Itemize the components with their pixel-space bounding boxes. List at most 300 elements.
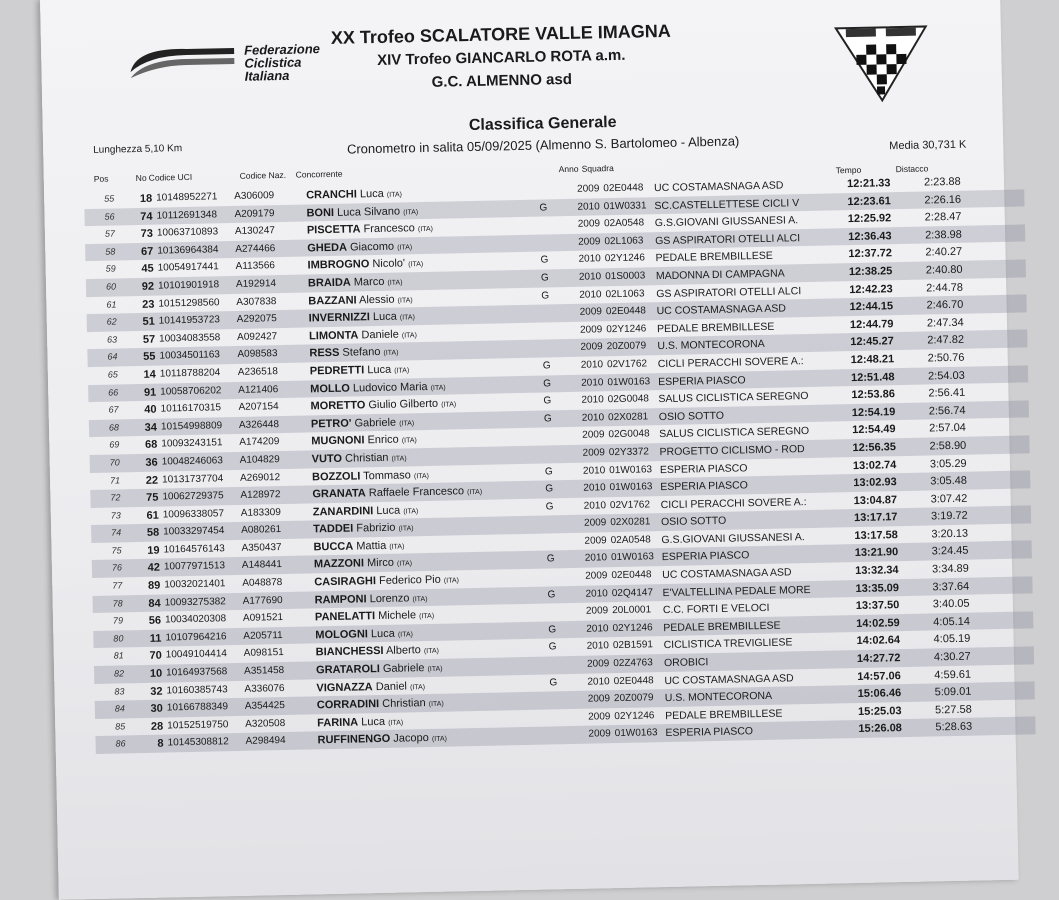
birth-year: 2010 (583, 499, 607, 512)
bib-number-cell: 14 (143, 368, 156, 381)
bib-number-cell: 11 (149, 632, 162, 645)
gap-cell: 3:34.89 (931, 562, 969, 576)
team-code: 02E0448 (603, 182, 644, 195)
rider-nationality: (ITA) (397, 296, 413, 305)
birth-year: 2010 (578, 271, 602, 283)
time-cell: 12:54.49 (852, 423, 896, 437)
rider-nationality: (ITA) (403, 507, 419, 516)
bib-number-cell: 75 (146, 491, 159, 504)
national-code-cell: A274466 (235, 242, 276, 255)
team-name-cell: U.S. MONTECORONA (664, 690, 773, 705)
time-cell: 14:02.59 (856, 616, 900, 630)
rider-name-cell (314, 573, 459, 588)
gap-cell: 4:59.61 (934, 668, 972, 682)
national-code-cell: A269012 (239, 471, 281, 484)
rider-last-name: BIANCHESSI (315, 645, 384, 659)
national-code-cell: A148441 (241, 559, 283, 572)
position-cell: 76 (111, 562, 123, 574)
birth-year: 2009 (585, 605, 609, 617)
bib-number-cell: 61 (146, 509, 159, 522)
team-name-cell: G.S.GIOVANI GIUSSANESI A. (661, 530, 805, 546)
uci-code-cell: 10096338057 (162, 507, 225, 521)
bib-number-cell: 92 (141, 280, 155, 293)
year-team-code-cell (580, 306, 647, 318)
national-code-cell: A048878 (242, 577, 283, 589)
uci-code-cell: 10032021401 (164, 578, 226, 591)
team-code: 02X0281 (608, 411, 649, 423)
uci-code-cell: 10093243151 (161, 437, 223, 450)
team-name-cell: CICLI PERACCHI SOVERE A.: (657, 355, 804, 371)
gap-cell: 2:47.82 (927, 334, 965, 347)
national-code-cell: A351458 (243, 665, 285, 677)
time-cell: 12:53.86 (851, 388, 896, 402)
rider-last-name: INVERNIZZI (308, 311, 370, 325)
rider-last-name: BOZZOLI (311, 469, 361, 483)
rider-last-name: MOLOGNI (315, 628, 369, 642)
national-code-cell: A336076 (244, 682, 285, 695)
national-code-cell: A121406 (238, 383, 279, 396)
classification-title: Classifica Generale (468, 113, 617, 135)
national-code-cell: A207154 (238, 401, 279, 414)
time-cell: 12:38.25 (848, 265, 893, 279)
position-cell: 64 (107, 351, 118, 363)
gap-cell: 3:24.45 (931, 545, 969, 558)
rider-first-name: Giulio Gilberto (368, 397, 439, 412)
rider-name-cell (313, 522, 414, 536)
bib-number-cell: 34 (144, 421, 158, 434)
position-cell: 73 (110, 510, 121, 521)
bib-number-cell: 74 (140, 210, 153, 223)
bib-number-cell: 68 (144, 438, 158, 452)
rider-first-name: Fabrizio (356, 521, 396, 535)
col-anno: Anno (558, 163, 579, 175)
national-code-cell: A174209 (239, 436, 280, 449)
year-team-code-cell (581, 358, 648, 370)
birth-year: 2010 (583, 482, 606, 494)
team-code: 01W0163 (609, 463, 653, 476)
position-cell: 81 (113, 650, 124, 662)
time-cell: 15:25.03 (857, 704, 902, 718)
time-cell: 13:32.34 (855, 564, 899, 578)
team-name-cell: SC.CASTELLETTESE CICLI V (654, 196, 800, 212)
time-cell: 12:37.72 (848, 247, 893, 261)
bib-number-cell: 10 (149, 667, 163, 680)
rider-name-cell (317, 697, 444, 712)
gap-cell: 2:40.80 (925, 263, 963, 277)
category-cell: G (548, 624, 557, 636)
team-code: 02V1762 (609, 499, 651, 511)
time-cell: 13:35.09 (855, 581, 900, 595)
rider-nationality: (ITA) (394, 367, 410, 375)
team-code: 02L1063 (604, 235, 644, 248)
rider-first-name: Nicolo' (372, 257, 406, 271)
gap-cell: 3:07.42 (930, 492, 968, 506)
time-cell: 12:44.79 (849, 317, 894, 331)
fci-line-1: Federazione (243, 41, 321, 58)
position-cell: 62 (106, 316, 117, 327)
rider-nationality: (ITA) (401, 331, 417, 340)
birth-year: 2009 (577, 218, 601, 230)
time-cell: 12:45.27 (850, 335, 894, 349)
team-code: 02G0048 (608, 428, 650, 441)
gap-cell: 3:37.64 (932, 580, 970, 594)
rider-first-name: Luca (361, 715, 386, 729)
time-cell: 13:21.90 (854, 546, 899, 560)
rider-first-name: Enrico (367, 433, 399, 447)
gap-cell: 2:23.88 (923, 175, 961, 189)
rider-nationality: (ITA) (409, 683, 426, 692)
uci-code-cell: 10148952271 (156, 191, 218, 204)
position-cell: 80 (113, 633, 124, 644)
year-team-code-cell (582, 411, 649, 423)
uci-code-cell: 10145308812 (167, 736, 229, 749)
bib-number-cell: 55 (143, 351, 156, 364)
national-code-cell: A183309 (240, 506, 281, 519)
team-name-cell: MADONNA DI CAMPAGNA (655, 267, 785, 283)
birth-year: 2009 (579, 324, 603, 336)
year-team-code-cell (588, 710, 655, 722)
year-team-code-cell (581, 376, 650, 388)
birth-year: 2010 (581, 394, 604, 406)
year-team-code-cell (583, 481, 652, 493)
year-team-code-cell (588, 693, 654, 705)
rider-first-name: Tommaso (363, 468, 411, 482)
time-cell: 13:02.93 (853, 476, 897, 490)
uci-code-cell: 10048246063 (161, 455, 223, 468)
birth-year: 2010 (578, 253, 601, 266)
gap-cell: 5:27.58 (934, 703, 972, 717)
time-cell: 14:27.72 (856, 652, 901, 666)
team-code: 02G0048 (607, 393, 650, 406)
team-code: 20Z0079 (613, 692, 654, 705)
rider-first-name: Giacomo (349, 240, 395, 254)
uci-code-cell: 10131737704 (161, 472, 224, 486)
rider-name-cell (314, 557, 412, 571)
gap-cell: 2:57.04 (929, 422, 966, 435)
col-team: Squadra (581, 163, 614, 174)
national-code-cell: A320508 (245, 717, 286, 730)
year-team-code-cell (578, 235, 643, 247)
rider-last-name: BRAIDA (307, 276, 351, 290)
uci-code-cell: 10077971513 (163, 560, 226, 573)
birth-year: 2009 (579, 306, 603, 318)
col-cod: Codice Naz. (239, 169, 287, 181)
team-name-cell: U.S. MONTECORONA (657, 338, 765, 353)
gap-cell: 4:05.19 (933, 633, 971, 646)
event-title: XX Trofeo SCALATORE VALLE IMAGNA (330, 20, 671, 48)
team-code: 01W0163 (607, 375, 651, 388)
uci-code-cell: 10118788204 (159, 367, 221, 380)
national-code-cell: A091521 (242, 612, 284, 625)
national-code-cell: A236518 (237, 366, 278, 378)
birth-year: 2010 (580, 359, 604, 371)
gap-cell: 2:58.90 (929, 439, 967, 453)
rider-name-cell (308, 275, 403, 289)
gap-cell: 2:46.70 (926, 298, 964, 312)
gap-cell: 5:28.63 (935, 721, 973, 734)
uci-code-cell: 10116170315 (160, 402, 222, 415)
national-code-cell: A128972 (240, 489, 281, 502)
year-team-code-cell (587, 640, 654, 652)
category-cell: G (547, 588, 556, 601)
team-name-cell: PEDALE BREMBILLESE (655, 250, 773, 265)
year-team-code-cell (582, 446, 649, 458)
birth-year: 2010 (586, 623, 609, 635)
category-cell: G (546, 553, 555, 565)
rider-name-cell (309, 346, 398, 360)
category-cell: G (542, 360, 551, 372)
position-cell: 61 (106, 299, 117, 310)
col-no: No (135, 172, 147, 184)
national-code-cell: A177690 (242, 594, 283, 607)
rider-name-cell (310, 397, 456, 412)
national-code-cell: A354425 (244, 700, 285, 713)
time-cell: 14:57.06 (857, 669, 901, 683)
national-code-cell: A080261 (241, 524, 282, 537)
team-code: 02B1591 (612, 639, 654, 652)
rider-nationality: (ITA) (417, 226, 434, 234)
rider-first-name: Federico Pio (378, 573, 441, 588)
national-code-cell: A350437 (241, 541, 282, 554)
position-cell: 56 (104, 211, 115, 222)
rider-first-name: Francesco (363, 222, 415, 236)
rider-name-cell (308, 293, 413, 307)
rider-first-name: Stefano (342, 346, 381, 360)
gap-cell: 3:05.29 (929, 457, 967, 470)
rider-nationality: (ITA) (401, 437, 417, 445)
position-cell: 84 (114, 703, 125, 714)
year-team-code-cell (584, 499, 651, 511)
birth-year: 2009 (587, 693, 611, 705)
rider-first-name: Lorenzo (369, 592, 410, 605)
uci-code-cell: 10151298560 (158, 296, 220, 310)
position-cell: 69 (109, 439, 120, 450)
team-code: 02E0448 (605, 305, 647, 318)
year-team-code-cell (578, 218, 645, 230)
national-code-cell: A307838 (236, 295, 277, 308)
gap-cell: 2:47.34 (926, 316, 964, 330)
birth-year: 2009 (582, 429, 605, 442)
birth-year: 2010 (579, 288, 602, 301)
rider-name-cell (312, 451, 407, 465)
year-team-code-cell (577, 182, 644, 194)
uci-code-cell: 10136964384 (157, 244, 219, 257)
rider-last-name: CORRADINI (316, 698, 380, 712)
category-cell: G (540, 254, 549, 266)
uci-code-cell: 10107964216 (165, 631, 227, 644)
birth-year: 2010 (584, 552, 608, 565)
rider-name-cell (315, 627, 413, 641)
bib-number-cell: 84 (148, 597, 161, 610)
birth-year: 2010 (585, 587, 608, 600)
gap-cell: 5:09.01 (934, 685, 972, 699)
position-cell: 83 (114, 686, 125, 697)
rider-name-cell (311, 434, 417, 448)
position-cell: 63 (107, 334, 118, 345)
gap-cell: 2:50.76 (927, 351, 965, 365)
position-cell: 70 (109, 457, 120, 468)
birth-year: 2009 (586, 658, 610, 670)
gap-cell: 3:05.48 (930, 474, 968, 488)
col-name: Concorrente (295, 168, 343, 180)
rider-name-cell (316, 644, 439, 659)
rider-last-name: BONI (306, 206, 335, 220)
position-cell: 85 (115, 721, 126, 732)
rider-nationality: (ITA) (398, 525, 414, 533)
team-name-cell: PROGETTO CICLISMO - ROD (659, 442, 805, 459)
rider-last-name: CASIRAGHI (314, 575, 377, 589)
birth-year: 2009 (583, 517, 607, 530)
year-team-code-cell (585, 587, 653, 599)
rider-last-name: MOLLO (310, 382, 351, 395)
rider-first-name: Mattia (356, 539, 387, 553)
rider-name-cell (313, 539, 404, 553)
uci-code-cell: 10034020308 (164, 613, 227, 626)
bib-number-cell: 28 (150, 720, 164, 733)
team-name-cell: PEDALE BREMBILLESE (663, 619, 781, 634)
position-cell: 67 (108, 404, 119, 415)
rider-first-name: Luca (376, 504, 401, 517)
team-name-cell: SALUS CICLISTICA SEREGNO (658, 390, 809, 406)
col-gap: Distacco (895, 163, 929, 175)
rider-name-cell (306, 187, 402, 201)
national-code-cell: A292075 (236, 313, 277, 326)
rider-name-cell (309, 310, 415, 324)
bib-number-cell: 70 (149, 650, 162, 663)
gap-cell: 2:54.03 (927, 369, 965, 383)
position-cell: 86 (115, 738, 126, 749)
rider-nationality: (ITA) (431, 736, 448, 744)
average-speed: Media 30,731 K (889, 138, 967, 153)
team-name-cell: ESPERIA PIASCO (660, 479, 748, 494)
national-code-cell: A104829 (239, 453, 280, 466)
rider-nationality: (ITA) (408, 261, 424, 269)
team-code: 02E0448 (611, 569, 652, 582)
team-name-cell: OSIO SOTTO (658, 409, 725, 423)
bib-number-cell: 45 (141, 263, 154, 276)
birth-year: 2010 (581, 411, 605, 424)
uci-code-cell: 10093275382 (164, 595, 226, 609)
team-name-cell: PEDALE BREMBILLESE (656, 320, 775, 335)
year-team-code-cell (584, 534, 651, 546)
rider-first-name: Michele (378, 609, 417, 623)
time-cell: 12:42.23 (849, 282, 893, 296)
rider-last-name: PETRO' (310, 417, 352, 431)
uci-code-cell: 10166788349 (166, 701, 229, 714)
team-code: 01W0163 (609, 481, 653, 494)
team-code: 02V1762 (606, 358, 648, 371)
rider-last-name: BAZZANI (308, 293, 357, 308)
rider-nationality: (ITA) (389, 543, 405, 551)
gap-cell: 3:19.72 (930, 509, 968, 523)
team-code: 02Z4763 (613, 657, 653, 670)
rider-first-name: Christian (344, 451, 389, 465)
bib-number-cell: 19 (147, 544, 160, 557)
rider-last-name: IMBROGNO (307, 258, 370, 272)
national-code-cell: A298494 (245, 735, 286, 748)
team-name-cell: UC COSTAMASNAGA ASD (653, 179, 784, 195)
bib-number-cell: 73 (140, 227, 154, 241)
position-cell: 74 (111, 527, 122, 538)
time-cell: 13:17.58 (854, 529, 898, 542)
position-cell: 66 (108, 386, 119, 398)
rider-first-name: Christian (382, 697, 426, 711)
year-team-code-cell (586, 622, 653, 634)
rider-nationality: (ITA) (441, 401, 457, 409)
position-cell: 60 (105, 281, 117, 292)
birth-year: 2010 (587, 675, 610, 688)
rider-nationality: (ITA) (412, 595, 428, 603)
gap-cell: 4:05.14 (933, 615, 971, 629)
rider-first-name: Daniele (361, 328, 399, 342)
rider-first-name: Gabriele (382, 662, 425, 675)
birth-year: 2009 (578, 236, 601, 248)
rider-nationality: (ITA) (397, 631, 414, 639)
birth-year: 2010 (577, 200, 600, 213)
uci-code-cell: 10101901918 (157, 279, 220, 292)
race-length: Lunghezza 5,10 Km (93, 143, 183, 156)
category-cell: G (541, 289, 550, 302)
uci-code-cell: 10054917441 (157, 261, 219, 274)
time-cell: 13:17.17 (853, 511, 898, 525)
uci-code-cell: 10154998809 (160, 419, 223, 433)
uci-code-cell: 10063710893 (156, 226, 219, 239)
rider-nationality: (ITA) (383, 349, 399, 358)
bib-number-cell: 67 (140, 245, 154, 258)
national-code-cell: A098151 (243, 647, 284, 660)
category-cell: G (548, 641, 557, 653)
bib-number-cell: 51 (142, 315, 155, 329)
uci-code-cell: 10034501163 (159, 349, 221, 362)
rider-first-name: Gabriele (354, 416, 397, 430)
position-cell: 82 (114, 668, 125, 679)
rider-nationality: (ITA) (403, 208, 419, 217)
rider-nationality: (ITA) (428, 700, 444, 709)
category-cell: G (539, 202, 548, 214)
time-cell: 12:56.35 (852, 441, 897, 454)
rider-name-cell (307, 222, 433, 237)
organizer: G.C. ALMENNO asd (431, 70, 573, 91)
rider-nationality: (ITA) (399, 314, 415, 322)
position-cell: 57 (104, 228, 116, 239)
rider-last-name: RAMPONI (314, 592, 367, 607)
rider-nationality: (ITA) (423, 648, 440, 656)
rider-last-name: ZANARDINI (312, 504, 374, 519)
position-cell: 79 (112, 615, 124, 626)
rider-first-name: Alessio (358, 293, 395, 306)
team-code: 01W0163 (614, 727, 658, 740)
bib-number-cell: 42 (147, 562, 161, 575)
rider-name-cell (308, 257, 424, 271)
uci-code-cell: 10062729375 (162, 490, 224, 503)
bib-number-cell: 89 (147, 579, 161, 592)
rider-first-name: Alberto (385, 644, 421, 658)
position-cell: 65 (107, 369, 118, 380)
time-cell: 13:02.74 (852, 458, 897, 472)
rider-nationality: (ITA) (430, 384, 446, 392)
time-cell: 12:23.61 (847, 194, 891, 208)
year-team-code-cell (585, 552, 654, 564)
year-team-code-cell (581, 393, 649, 405)
team-code: 02A0548 (610, 534, 651, 547)
birth-year: 2009 (580, 341, 603, 354)
team-code: 20Z0079 (606, 340, 647, 353)
birth-year: 2009 (585, 570, 608, 582)
national-code-cell: A209179 (234, 207, 275, 220)
rider-last-name: CRANCHI (306, 188, 358, 202)
rider-name-cell (315, 609, 434, 623)
time-cell: 12:54.19 (851, 405, 896, 419)
